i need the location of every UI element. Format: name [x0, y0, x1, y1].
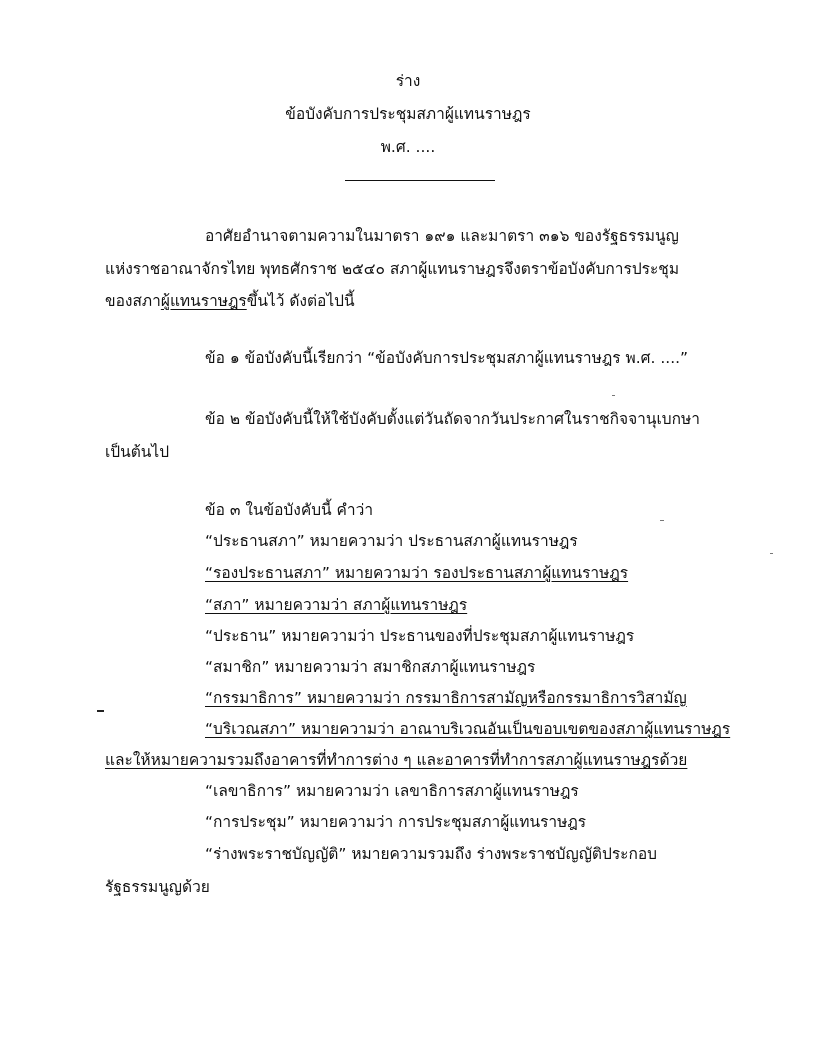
document-year: พ.ศ. .... [380, 138, 436, 156]
clause-2-line-2: เป็นต้นไป [105, 443, 170, 461]
definition-member: “สมาชิก” หมายความว่า สมาชิกสภาผู้แทนราษฎร [205, 658, 536, 676]
definition-house: “สภา” หมายความว่า สภาผู้แทนราษฎร [205, 596, 468, 614]
scan-speck [612, 395, 615, 396]
document-title: ข้อบังคับการประชุมสภาผู้แทนราษฎร [285, 105, 531, 123]
definition-bill-line-2: รัฐธรรมนูญด้วย [105, 878, 210, 896]
scan-speck [770, 553, 773, 554]
definition-bill-line-1: “ร่างพระราชบัญญัติ” หมายความรวมถึง ร่างพระราชบัญญัติประกอบ [205, 845, 658, 863]
title-divider [345, 180, 495, 181]
preamble-line-2: แห่งราชอาณาจักรไทย พุทธศักราช ๒๕๔๐ สภาผู้แทนราษฎรจึงตราข้อบังคับการประชุม [105, 260, 680, 278]
definition-vice-president: “รองประธานสภา” หมายความว่า รองประธานสภาผู้แทนราษฎร [205, 564, 629, 582]
definition-meeting: “การประชุม” หมายความว่า การประชุมสภาผู้แทนราษฎร [205, 813, 587, 831]
definition-premises-line-2: และให้หมายความรวมถึงอาคารที่ทำการต่าง ๆ และอาคารที่ทำการสภาผู้แทนราษฎรด้วย [105, 751, 688, 769]
scan-mark [97, 710, 104, 712]
clause-3-intro: ข้อ ๓ ในข้อบังคับนี้ คำว่า [205, 501, 374, 519]
definition-chair: “ประธาน” หมายความว่า ประธานของที่ประชุมสภาผู้แทนราษฎร [205, 627, 635, 645]
definition-secretary-general: “เลขาธิการ” หมายความว่า เลขาธิการสภาผู้แทนราษฎร [205, 782, 579, 800]
preamble-line-3-start: ของสภา [105, 292, 161, 310]
preamble-line-3-end: ขึ้นไว้ ดังต่อไปนี้ [246, 292, 355, 310]
definition-committee: “กรรมาธิการ” หมายความว่า กรรมาธิการสามัญหรือกรรมาธิการวิสามัญ [205, 689, 687, 707]
definition-premises-line-1: “บริเวณสภา” หมายความว่า อาณาบริเวณอันเป็นขอบเขตของสภาผู้แทนราษฎร [205, 720, 731, 738]
draft-label: ร่าง [395, 72, 421, 90]
clause-2-line-1: ข้อ ๒ ข้อบังคับนี้ให้ใช้บังคับตั้งแต่วันถัดจากวันประกาศในราชกิจจานุเบกษา [205, 410, 700, 428]
definition-president: “ประธานสภา” หมายความว่า ประธานสภาผู้แทนราษฎร [205, 532, 578, 550]
clause-1: ข้อ ๑ ข้อบังคับนี้เรียกว่า “ข้อบังคับการประชุมสภาผู้แทนราษฎร พ.ศ. ....” [205, 349, 689, 367]
preamble-line-1: อาศัยอำนาจตามความในมาตรา ๑๙๑ และมาตรา ๓๑๖ ของรัฐธรรมนูญ [205, 227, 679, 245]
scan-speck [660, 520, 664, 521]
preamble-underlined: ผู้แทนราษฎร [160, 292, 247, 310]
preamble-line-3 [105, 290, 355, 312]
